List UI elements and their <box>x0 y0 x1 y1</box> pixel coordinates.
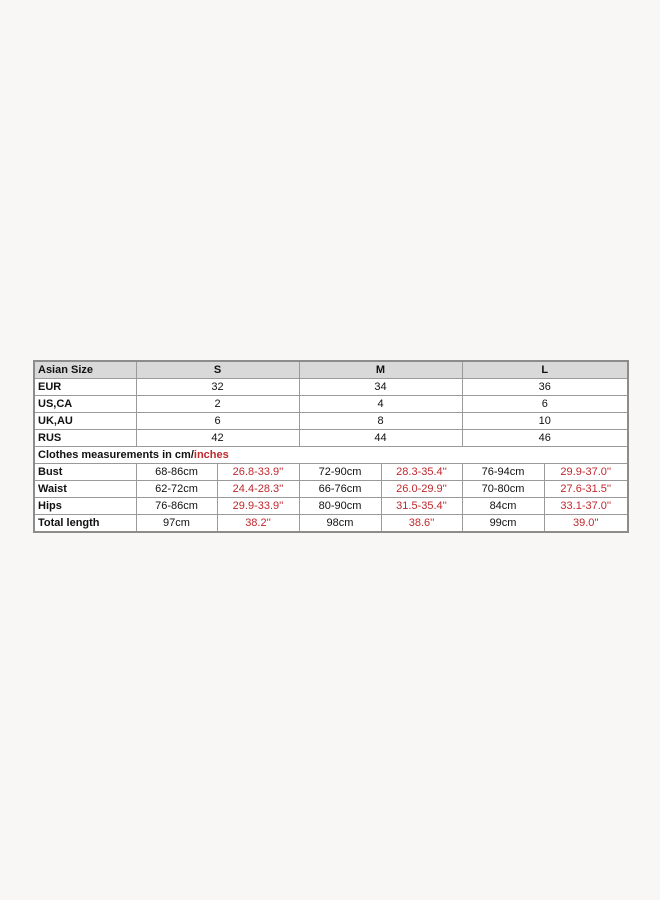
cm-value: 76-94cm <box>462 464 544 481</box>
cell-value: 6 <box>136 413 299 430</box>
conversion-row-eur <box>34 379 628 396</box>
row-label: Waist <box>34 481 136 498</box>
cm-value: 62-72cm <box>136 481 217 498</box>
row-label: Total length <box>34 515 136 533</box>
cm-value: 99cm <box>462 515 544 533</box>
row-label: EUR <box>34 379 136 396</box>
cm-value: 80-90cm <box>299 498 381 515</box>
header-label: Asian Size <box>34 361 136 379</box>
measurement-row-hips <box>34 498 628 515</box>
cm-value: 66-76cm <box>299 481 381 498</box>
cell-value: 32 <box>136 379 299 396</box>
section-heading-prefix: Clothes measurements in cm/ <box>38 449 194 461</box>
section-heading <box>34 447 628 464</box>
cell-value: 34 <box>299 379 462 396</box>
inch-value: 38.2'' <box>217 515 299 533</box>
cm-value: 76-86cm <box>136 498 217 515</box>
inch-value: 39.0'' <box>544 515 628 533</box>
size-chart-table <box>33 360 629 533</box>
cm-value: 97cm <box>136 515 217 533</box>
inch-value: 38.6'' <box>381 515 462 533</box>
size-m-header: M <box>299 361 462 379</box>
row-label: Bust <box>34 464 136 481</box>
inch-value: 28.3-35.4'' <box>381 464 462 481</box>
measurement-row-waist <box>34 481 628 498</box>
cell-value: 36 <box>462 379 628 396</box>
row-label: Hips <box>34 498 136 515</box>
size-s-header: S <box>136 361 299 379</box>
size-l-header: L <box>462 361 628 379</box>
inch-value: 24.4-28.3'' <box>217 481 299 498</box>
row-label: US,CA <box>34 396 136 413</box>
header-row <box>34 361 628 379</box>
cm-value: 84cm <box>462 498 544 515</box>
inch-value: 27.6-31.5'' <box>544 481 628 498</box>
conversion-row-rus <box>34 430 628 447</box>
cm-value: 68-86cm <box>136 464 217 481</box>
cell-value: 2 <box>136 396 299 413</box>
cell-value: 42 <box>136 430 299 447</box>
measurement-row-total-length <box>34 515 628 533</box>
inch-value: 33.1-37.0'' <box>544 498 628 515</box>
cell-value: 8 <box>299 413 462 430</box>
cm-value: 98cm <box>299 515 381 533</box>
cm-value: 72-90cm <box>299 464 381 481</box>
inch-value: 29.9-33.9'' <box>217 498 299 515</box>
section-heading-inches: inches <box>193 449 229 461</box>
cell-value: 44 <box>299 430 462 447</box>
conversion-row-uk-au <box>34 413 628 430</box>
cell-value: 46 <box>462 430 628 447</box>
row-label: RUS <box>34 430 136 447</box>
inch-value: 31.5-35.4'' <box>381 498 462 515</box>
cm-value: 70-80cm <box>462 481 544 498</box>
cell-value: 6 <box>462 396 628 413</box>
inch-value: 26.0-29.9'' <box>381 481 462 498</box>
cell-value: 4 <box>299 396 462 413</box>
conversion-row-us-ca <box>34 396 628 413</box>
section-row <box>34 447 628 464</box>
cell-value: 10 <box>462 413 628 430</box>
row-label: UK,AU <box>34 413 136 430</box>
inch-value: 29.9-37.0'' <box>544 464 628 481</box>
inch-value: 26.8-33.9'' <box>217 464 299 481</box>
measurement-row-bust <box>34 464 628 481</box>
